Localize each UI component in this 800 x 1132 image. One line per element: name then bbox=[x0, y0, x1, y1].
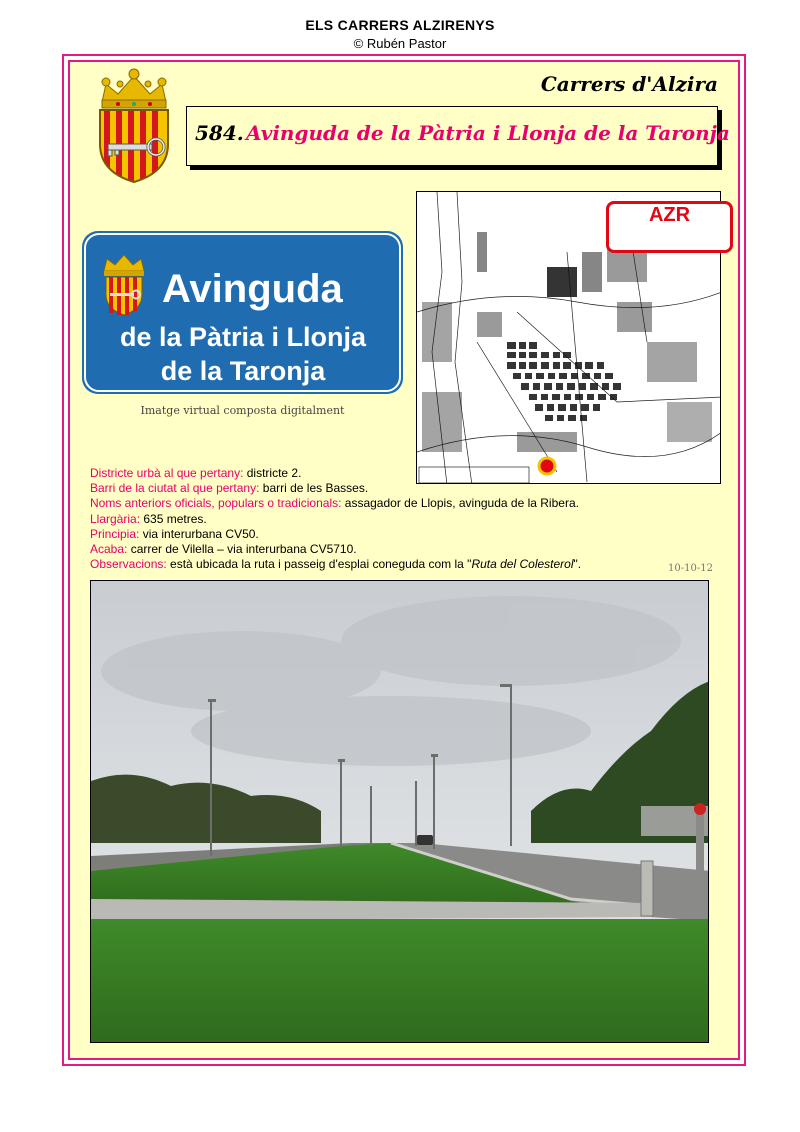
street-number: 584. bbox=[195, 121, 244, 145]
info-line-district bbox=[90, 466, 710, 481]
brand-title: Carrers d'Alzira bbox=[540, 72, 718, 96]
info-label: Barri de la ciutat al que pertany: bbox=[90, 481, 260, 496]
info-value-italic: Ruta del Colesterol bbox=[471, 557, 574, 572]
info-label: Principia: bbox=[90, 526, 140, 541]
info-value: està ubicada la ruta i passeig d'esplai coneguda com la " bbox=[166, 557, 472, 572]
sign-line-3: de la Taronja bbox=[160, 356, 326, 386]
copyright-line: © Rubén Pastor bbox=[353, 36, 447, 51]
info-label: Noms anteriors oficials, populars o tradicionals: bbox=[90, 496, 342, 511]
sign-line-1: Avinguda bbox=[162, 267, 343, 311]
info-value: via interurbana CV50. bbox=[139, 526, 259, 541]
photo-drawing bbox=[91, 581, 709, 1043]
info-label: Observacions: bbox=[90, 557, 167, 572]
street-info bbox=[90, 466, 710, 572]
info-value: barri de les Basses. bbox=[259, 481, 369, 496]
coat-of-arms-icon bbox=[88, 64, 180, 184]
date-stamp: 10-10-12 bbox=[668, 563, 713, 574]
sign-caption: Imatge virtual composta digitalment bbox=[140, 404, 345, 417]
info-line-observations bbox=[90, 557, 710, 572]
info-value: 635 metres. bbox=[140, 511, 207, 526]
map-badge: AZR bbox=[606, 201, 733, 253]
street-sign bbox=[82, 231, 403, 394]
info-value: carrer de Vilella – via interurbana CV5710. bbox=[127, 542, 357, 557]
street-photo bbox=[90, 580, 709, 1043]
info-line-neighbourhood bbox=[90, 481, 710, 496]
info-value: districte 2. bbox=[243, 466, 302, 480]
info-value: assagador de Llopis, avinguda de la Ribera. bbox=[341, 496, 579, 511]
info-label: Acaba: bbox=[90, 542, 128, 557]
info-label: Districte urbà al que pertany: bbox=[90, 466, 244, 480]
info-value-end: ". bbox=[573, 557, 582, 572]
sign-crest-icon bbox=[104, 255, 144, 315]
info-line-length bbox=[90, 512, 710, 527]
street-name: Avinguda de la Pàtria i Llonja de la Taronja bbox=[246, 121, 730, 145]
info-line-former-names bbox=[90, 496, 710, 511]
info-line-end bbox=[90, 542, 710, 557]
document-header-title: ELS CARRERS ALZIRENYS bbox=[305, 17, 495, 33]
street-title-box bbox=[186, 106, 730, 166]
info-label: Llargària: bbox=[90, 511, 141, 526]
sign-line-2: de la Pàtria i Llonja bbox=[119, 322, 367, 352]
info-line-start bbox=[90, 527, 710, 542]
